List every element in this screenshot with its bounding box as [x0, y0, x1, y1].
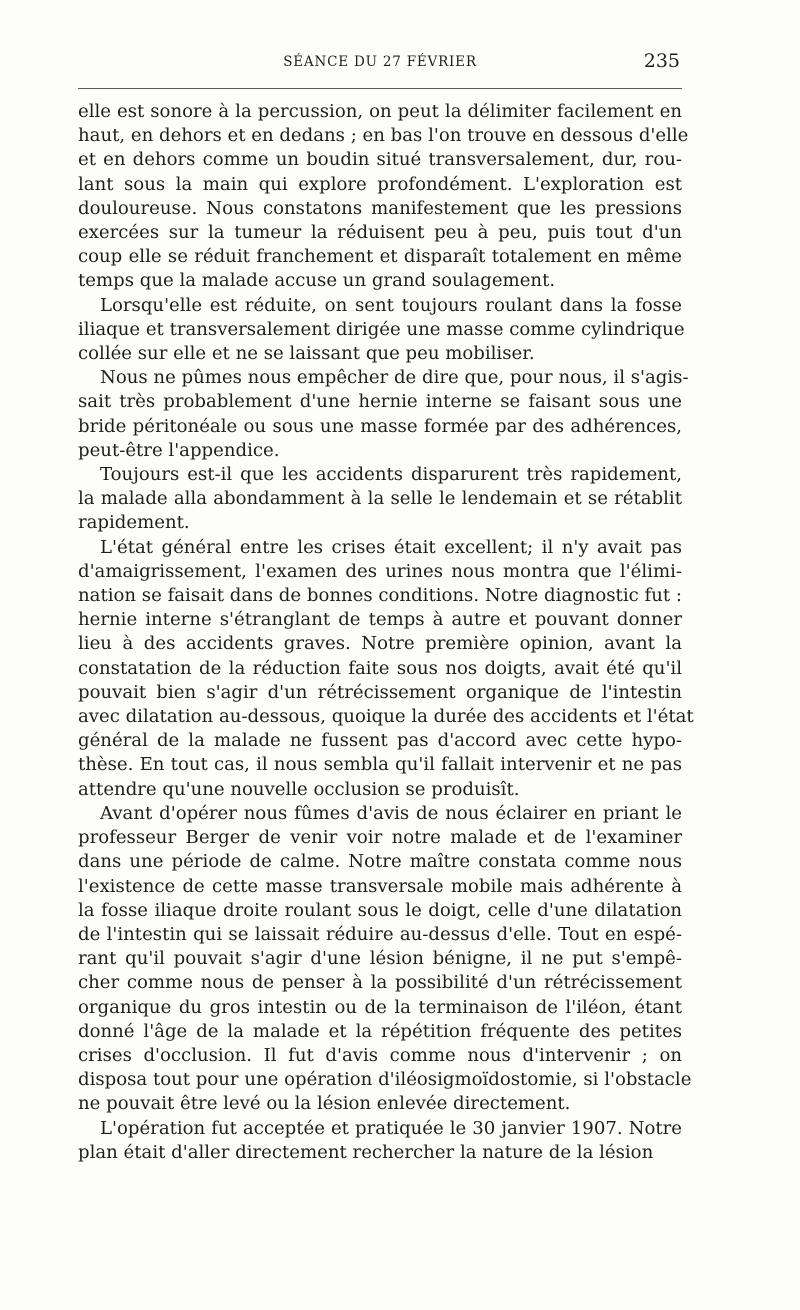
body-text — [78, 100, 694, 1165]
text-line: avec dilatation au-dessous, quoique la durée des accidents et l'état — [78, 706, 694, 728]
text-line: crises d'occlusion. Il fut d'avis comme nous d'intervenir ; on — [78, 1044, 682, 1066]
paragraph — [78, 1117, 682, 1165]
text-line: temps que la malade accuse un grand soulagement. — [78, 270, 556, 292]
paragraph — [78, 463, 682, 536]
text-line: organique du gros intestin ou de la terminaison de l'iléon, étant — [78, 996, 682, 1018]
text-line: L'opération fut acceptée et pratiquée le 30 janvier 1907. Notre — [100, 1117, 682, 1139]
text-line: coup elle se réduit franchement et disparaît totalement en même — [78, 246, 682, 268]
text-line: Lorsqu'elle est réduite, on sent toujours roulant dans la fosse — [100, 294, 682, 316]
text-line: hernie interne s'étranglant de temps à autre et pouvant donner — [78, 609, 682, 631]
paragraph — [78, 536, 694, 802]
text-line: d'amaigrissement, l'examen des urines nous montra que l'élimi- — [78, 560, 682, 582]
text-line: constatation de la réduction faite sous nos doigts, avait été qu'il — [78, 657, 682, 679]
text-line: iliaque et transversalement dirigée une masse comme cylindrique — [78, 318, 685, 340]
text-line: l'existence de cette masse transversale mobile mais adhérente à — [78, 875, 682, 897]
text-line: de l'intestin qui se laissait réduire au-dessus d'elle. Tout en espé- — [78, 923, 682, 945]
text-line: Nous ne pûmes nous empêcher de dire que, pour nous, il s'agis- — [100, 367, 689, 389]
text-line: rant qu'il pouvait s'agir d'une lésion bénigne, il ne put s'empê- — [78, 948, 682, 970]
text-line: collée sur elle et ne se laissant que peu mobiliser. — [78, 343, 535, 365]
header-rule — [78, 88, 682, 89]
running-head — [78, 50, 682, 74]
paragraph — [78, 802, 692, 1117]
paragraph — [78, 100, 689, 294]
text-line: exercées sur la tumeur la réduisent peu à peu, puis tout d'un — [78, 222, 682, 244]
text-line: nation se faisait dans de bonnes conditions. Notre diagnostic fut : — [78, 585, 682, 607]
text-line: la fosse iliaque droite roulant sous le doigt, celle d'une dilatation — [78, 899, 682, 921]
text-line: douloureuse. Nous constatons manifestement que les pressions — [78, 197, 682, 219]
text-line: Toujours est-il que les accidents disparurent très rapidement, — [100, 464, 682, 486]
text-line: L'état général entre les crises était excellent; il n'y avait pas — [100, 536, 682, 558]
text-line: thèse. En tout cas, il nous sembla qu'il fallait intervenir et ne pas — [78, 754, 682, 776]
text-line: plan était d'aller directement rechercher la nature de la lésion — [78, 1141, 654, 1163]
text-line: général de la malade ne fussent pas d'accord avec cette hypo- — [78, 730, 682, 752]
text-line: donné l'âge de la malade et la répétition fréquente des petites — [78, 1020, 682, 1042]
text-line: pouvait bien s'agir d'un rétrécissement organique de l'intestin — [78, 681, 682, 703]
text-line: sait très probablement d'une hernie interne se faisant sous une — [78, 391, 682, 413]
text-line: disposa tout pour une opération d'iléosigmoïdostomie, si l'obstacle — [78, 1069, 692, 1091]
text-line: et en dehors comme un boudin situé transversalement, dur, rou- — [78, 149, 682, 171]
text-line: lant sous la main qui explore profondément. L'exploration est — [78, 173, 682, 195]
text-line: rapidement. — [78, 512, 190, 534]
text-line: elle est sonore à la percussion, on peut la délimiter facilement en — [78, 101, 682, 122]
text-line: ne pouvait être levé ou la lésion enlevée directement. — [78, 1093, 571, 1115]
paragraph — [78, 294, 685, 367]
page-number: 235 — [643, 50, 680, 72]
text-line: haut, en dehors et en dedans ; en bas l'on trouve en dessous d'elle — [78, 125, 689, 147]
text-line: Avant d'opérer nous fûmes d'avis de nous éclairer en priant le — [100, 802, 682, 824]
paragraph — [78, 366, 689, 463]
running-title: SÉANCE DU 27 FÉVRIER — [283, 54, 477, 70]
text-line: dans une période de calme. Notre maître constata comme nous — [78, 851, 682, 873]
text-line: la malade alla abondamment à la selle le lendemain et se rétablit — [78, 488, 682, 510]
text-line: bride péritonéale ou sous une masse formée par des adhérences, — [78, 415, 682, 437]
text-line: attendre qu'une nouvelle occlusion se produisît. — [78, 778, 520, 800]
text-line: professeur Berger de venir voir notre malade et de l'examiner — [78, 827, 682, 849]
book-page — [78, 0, 694, 1310]
text-line: cher comme nous de penser à la possibilité d'un rétrécissement — [78, 972, 682, 994]
text-line: peut-être l'appendice. — [78, 439, 280, 461]
text-line: lieu à des accidents graves. Notre première opinion, avant la — [78, 633, 682, 655]
